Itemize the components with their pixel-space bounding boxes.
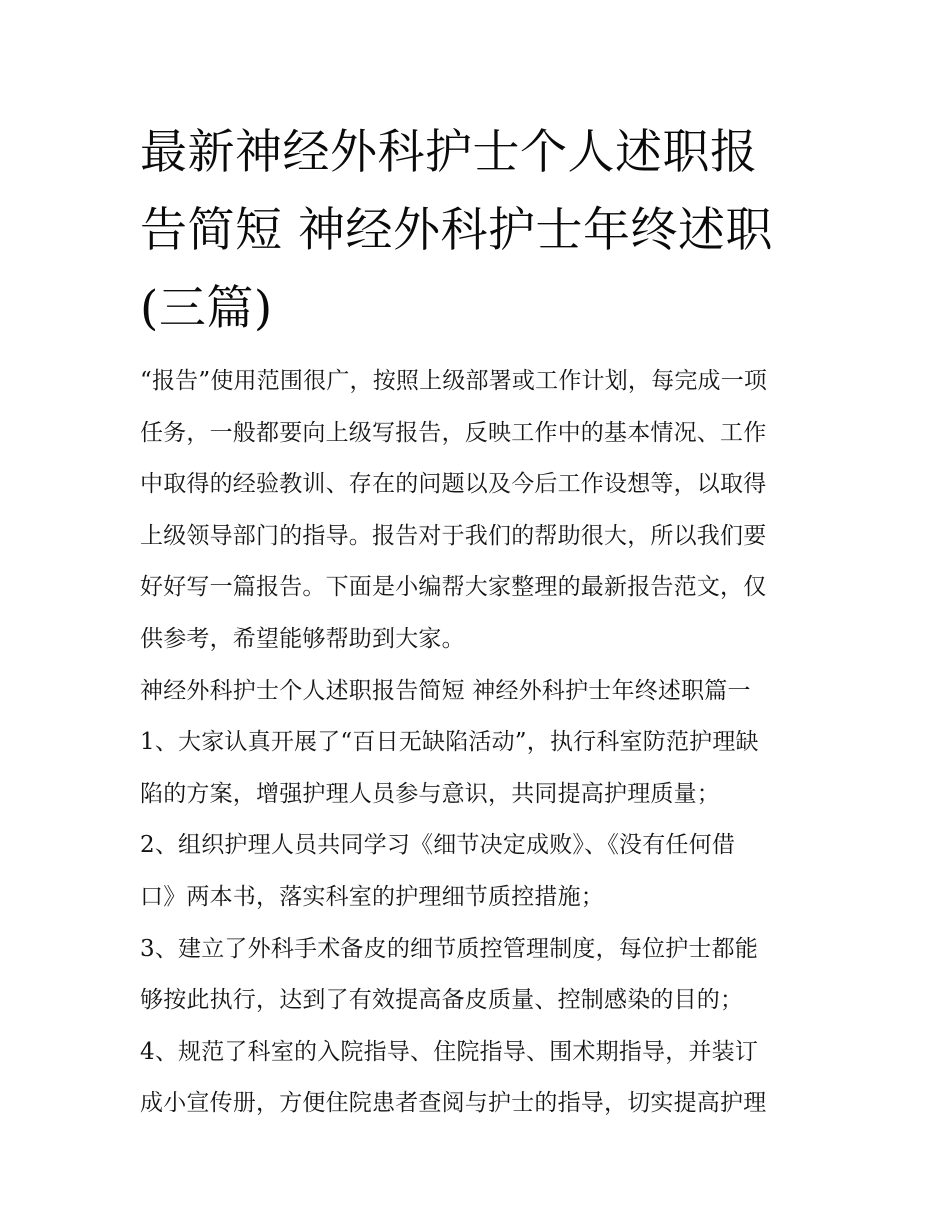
list-item-line: 4、规范了科室的入院指导、住院指导、围术期指导，并装订 xyxy=(140,1038,759,1065)
document-title xyxy=(140,114,820,348)
intro-line: 好好写一篇报告。下面是小编帮大家整理的最新报告范文，仅 xyxy=(140,574,767,601)
list-item-line: 口》两本书，落实科室的护理细节质控措施； xyxy=(140,883,604,910)
list-item-line: 2、组织护理人员共同学习《细节决定成败》、《没有任何借 xyxy=(140,832,736,859)
list-item-line: 陷的方案，增强护理人员参与意识，共同提高护理质量； xyxy=(140,780,720,807)
title-line: 告简短 神经外科护士年终述职 xyxy=(140,203,773,258)
intro-line: 供参考，希望能够帮助到大家。 xyxy=(140,625,465,652)
list-item-line: 3、建立了外科手术备皮的细节质控管理制度，每位护士都能 xyxy=(140,935,759,962)
section-heading: 神经外科护士个人述职报告简短 神经外科护士年终述职篇一 xyxy=(140,677,751,704)
intro-line: 任务，一般都要向上级写报告，反映工作中的基本情况、工作 xyxy=(140,419,767,446)
intro-line: “报告”使用范围很广，按照上级部署或工作计划，每完成一项 xyxy=(140,368,768,394)
list-item-line: 够按此执行，达到了有效提高备皮质量、控制感染的目的； xyxy=(140,987,744,1014)
list-item-line: 1、大家认真开展了“百日无缺陷活动”，执行科室防范护理缺 xyxy=(140,729,759,756)
title-line: (三篇) xyxy=(140,281,273,336)
title-line: 最新神经外科护士个人述职报 xyxy=(140,125,758,180)
intro-line: 上级领导部门的指导。报告对于我们的帮助很大，所以我们要 xyxy=(140,522,767,549)
document-body xyxy=(140,356,820,1130)
intro-line: 中取得的经验教训、存在的问题以及今后工作设想等，以取得 xyxy=(140,471,767,498)
list-item-line: 成小宣传册，方便住院患者查阅与护士的指导，切实提高护理 xyxy=(140,1090,767,1117)
